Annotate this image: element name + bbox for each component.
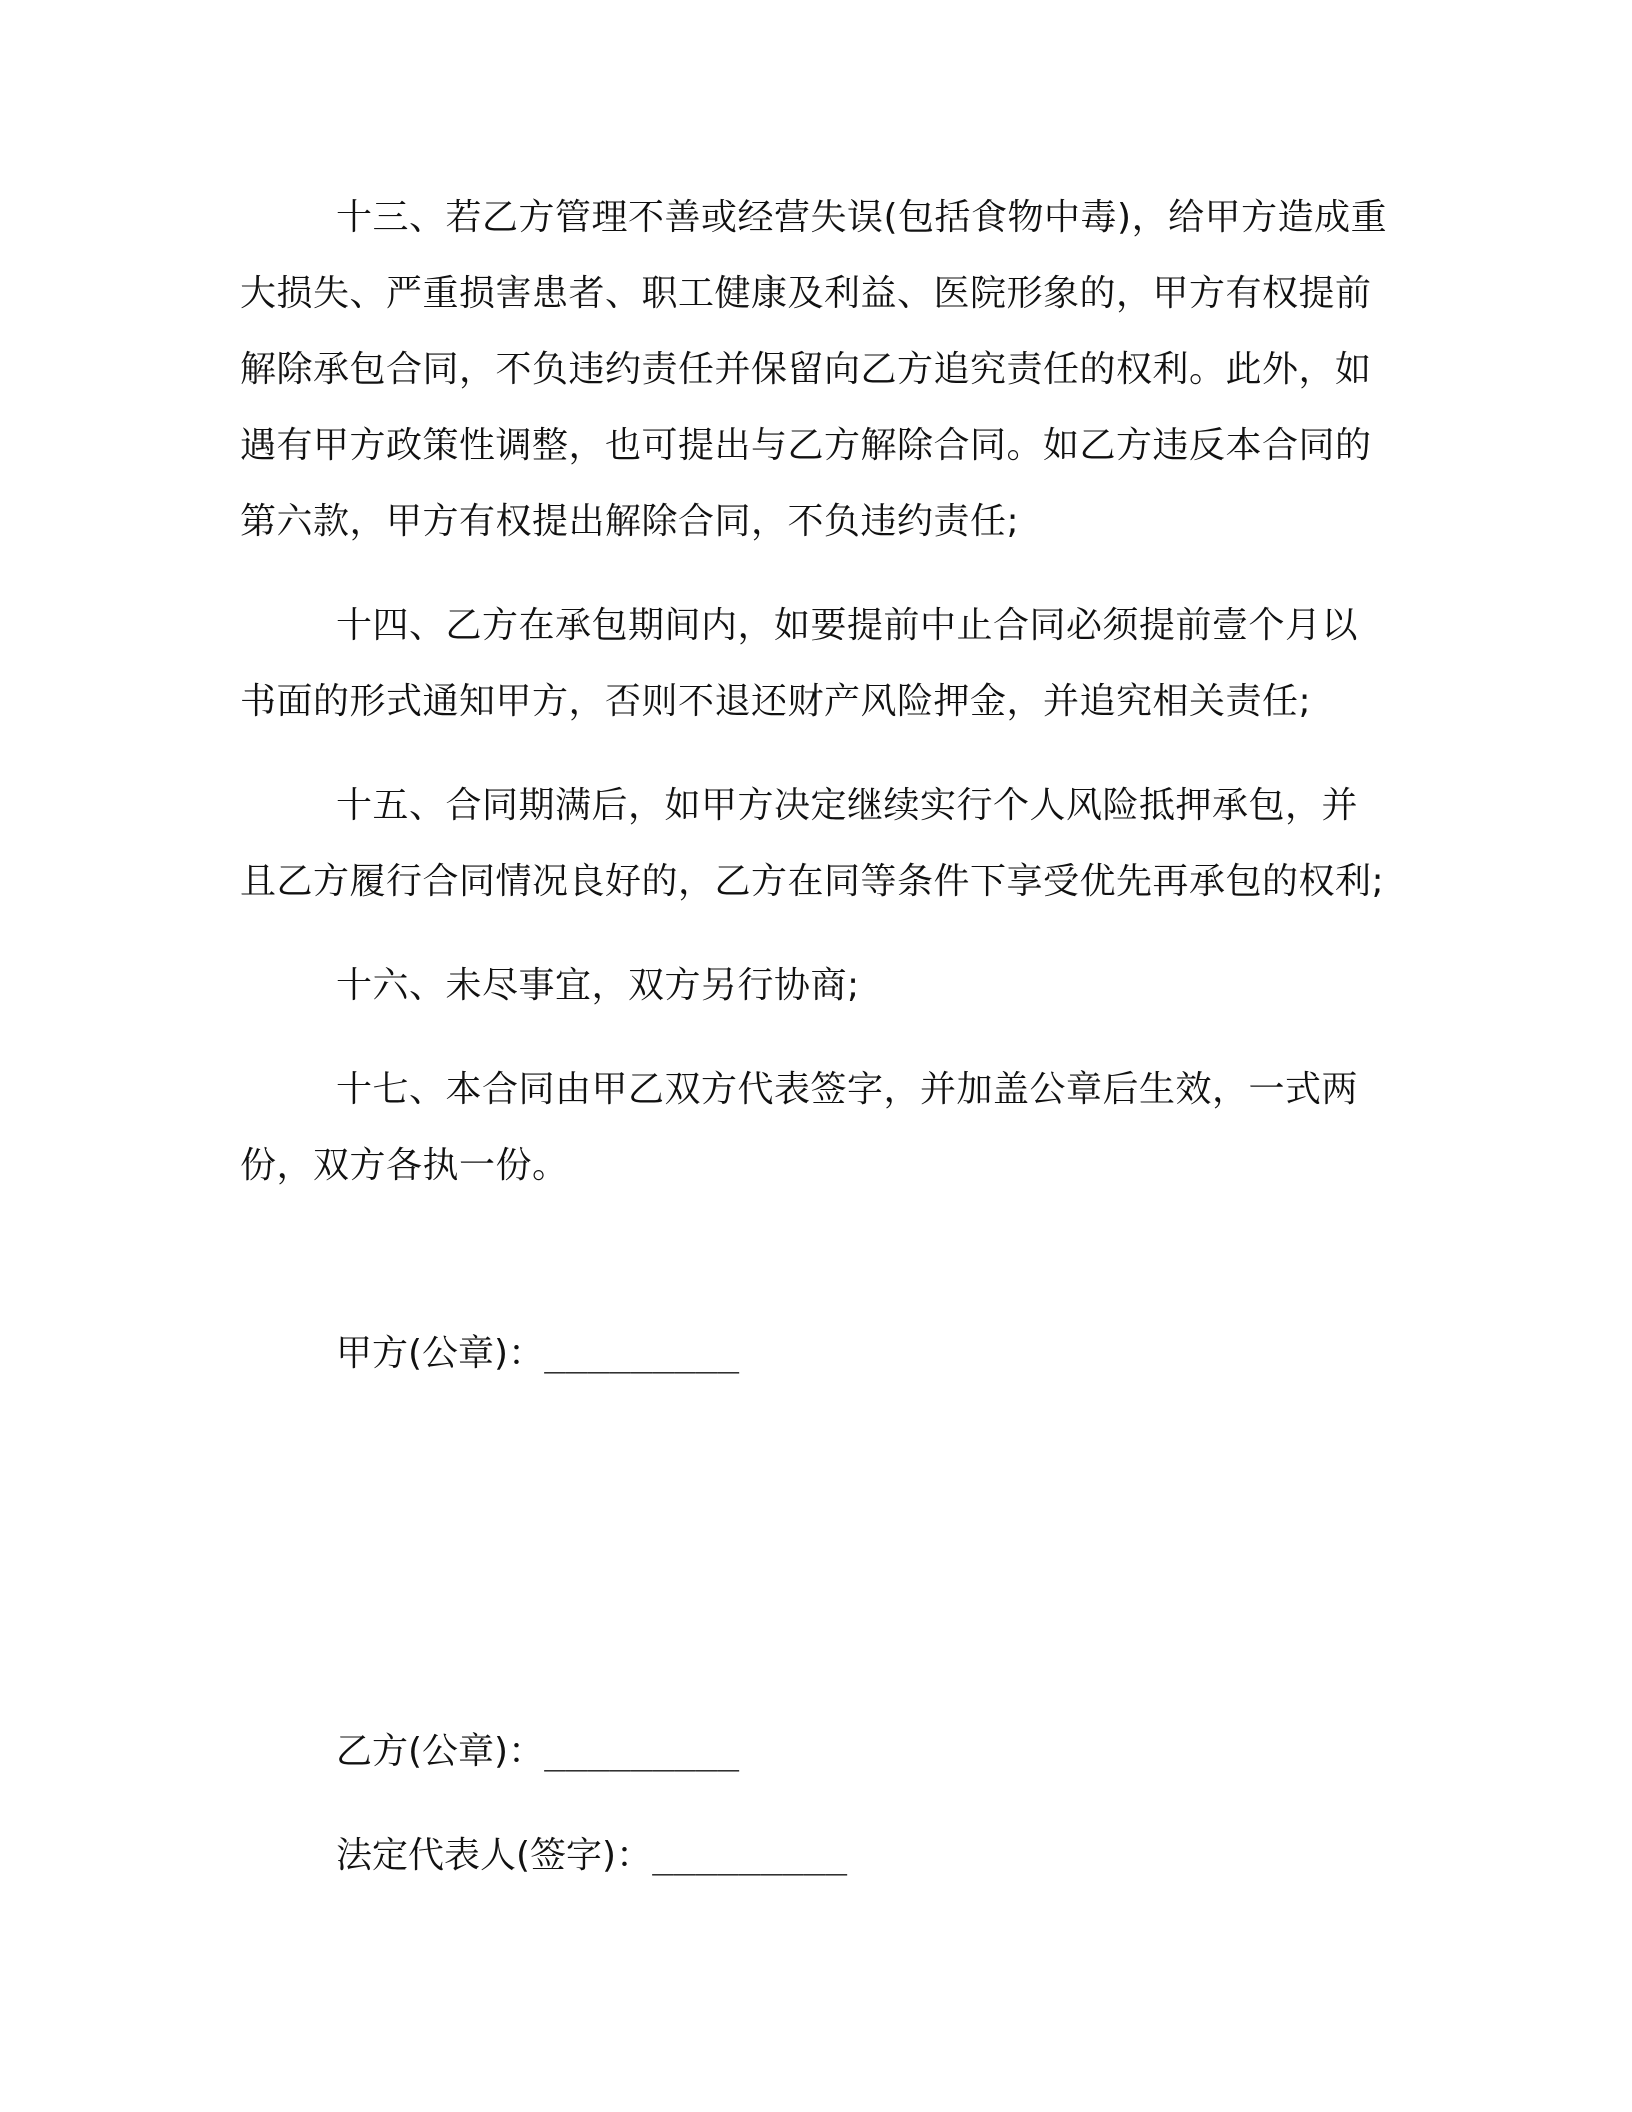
party-b-blank: _________ bbox=[544, 1731, 740, 1772]
clause-17: 十七、本合同由甲乙双方代表签字，并加盖公章后生效，一式两份，双方各执一份。 bbox=[240, 1069, 1359, 1186]
clause-13: 十三、若乙方管理不善或经营失误(包括食物中毒)，给甲方造成重大损失、严重损害患者、职工健康及利益、医院形象的，甲方有权提前解除承包合同，不负违约责任并保留向乙方追究责任的权利。此外，如遇有甲方政策性调整，也可提出与乙方解除合同。如乙方违反本合同的第六款，甲方有权提出解除合同，不负违约责任; bbox=[240, 197, 1388, 542]
party-a-signature-line bbox=[336, 1316, 739, 1392]
clause-16: 十六、未尽事宜，双方另行协商; bbox=[336, 965, 860, 1006]
party-b-label: 乙方(公章)： bbox=[336, 1731, 545, 1772]
legal-rep-signature-line bbox=[336, 1818, 847, 1894]
clause-14: 十四、乙方在承包期间内，如要提前中止合同必须提前壹个月以书面的形式通知甲方，否则不退还财产风险押金，并追究相关责任; bbox=[240, 605, 1359, 722]
party-b-signature-line bbox=[336, 1714, 739, 1790]
legal-rep-label: 法定代表人(签字)： bbox=[336, 1835, 653, 1876]
party-a-blank: _________ bbox=[544, 1333, 740, 1374]
party-a-label: 甲方(公章)： bbox=[336, 1333, 545, 1374]
legal-rep-blank: _________ bbox=[652, 1835, 848, 1876]
contract-body bbox=[240, 180, 1392, 1232]
clause-15: 十五、合同期满后，如甲方决定继续实行个人风险抵押承包，并且乙方履行合同情况良好的，乙方在同等条件下享受优先再承包的权利; bbox=[240, 785, 1385, 902]
